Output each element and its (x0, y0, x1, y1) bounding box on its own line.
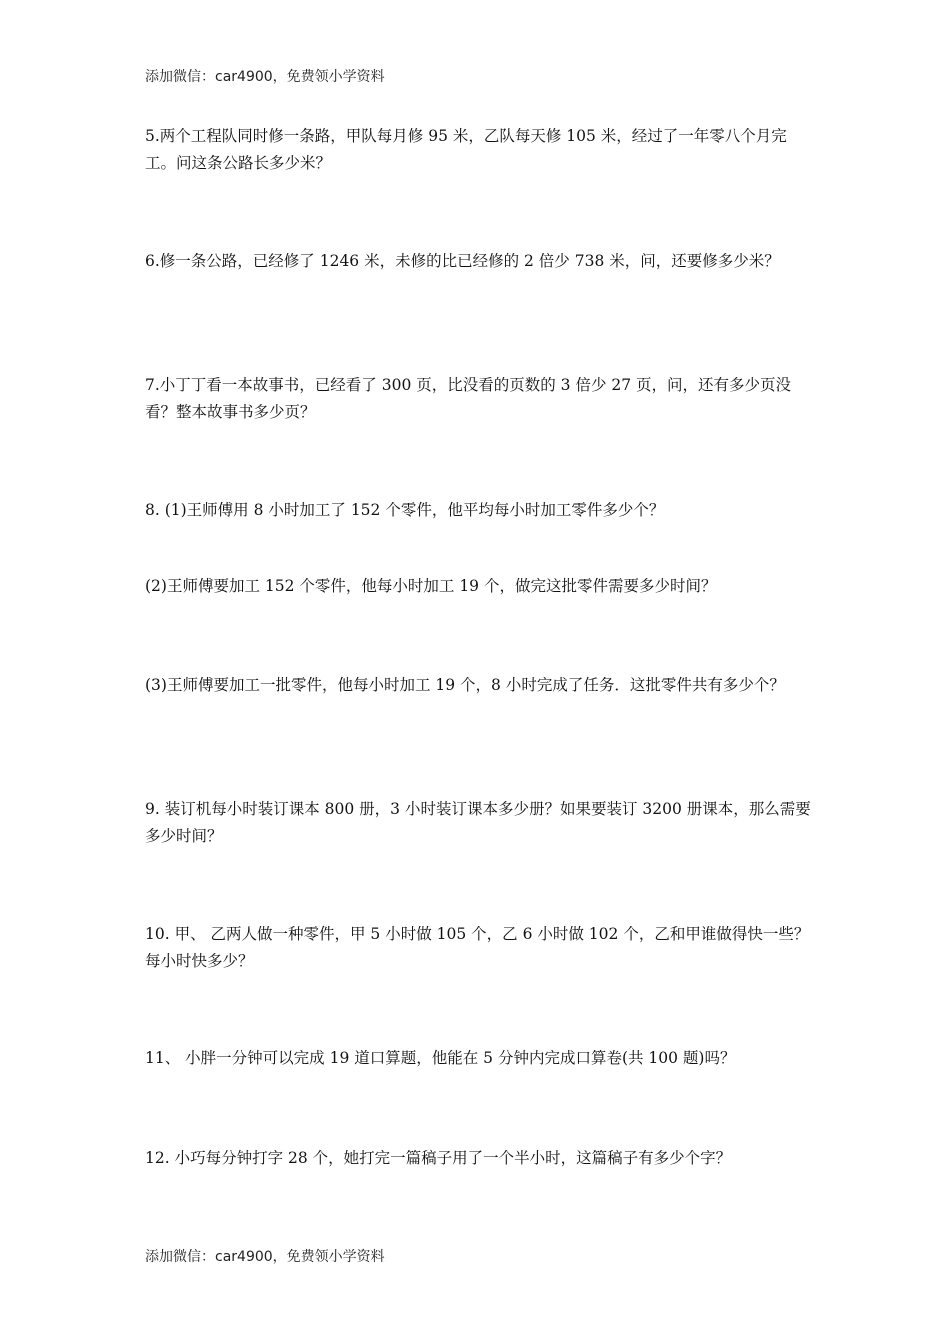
question-9: 9. 装订机每小时装订课本 800 册，3 小时装订课本多少册？如果要装订 3200 册课本，那么需要多少时间？ (145, 800, 811, 845)
question-8-part-2: (2)王师傅要加工 152 个零件，他每小时加工 19 个，做完这批零件需要多少时间？ (145, 577, 717, 595)
question-6: 6.修一条公路，已经修了 1246 米，未修的比已经修的 2 倍少 738 米，问，还要修多少米？ (145, 252, 780, 270)
question-12: 12. 小巧每分钟打字 28 个，她打完一篇稿子用了一个半小时，这篇稿子有多少个字？ (145, 1149, 732, 1167)
question-11: 11、 小胖一分钟可以完成 19 道口算题，他能在 5 分钟内完成口算卷(共 100 题)吗？ (145, 1049, 736, 1067)
question-7: 7.小丁丁看一本故事书，已经看了 300 页，比没看的页数的 3 倍少 27 页，问，还有多少页没看？整本故事书多少页？ (145, 376, 792, 421)
page-footer-watermark: 添加微信：car4900，免费领小学资料 (145, 1249, 385, 1265)
question-8-part-3: (3)王师傅要加工一批零件，他每小时加工 19 个，8 小时完成了任务．这批零件共有多少个？ (145, 676, 785, 694)
question-8-part-1: 8. (1)王师傅用 8 小时加工了 152 个零件，他平均每小时加工零件多少个？ (145, 501, 665, 519)
page-header-watermark: 添加微信：car4900，免费领小学资料 (145, 69, 385, 85)
question-5: 5.两个工程队同时修一条路，甲队每月修 95 米，乙队每天修 105 米，经过了一年零八个月完工。问这条公路长多少米？ (145, 127, 787, 172)
question-10: 10. 甲、 乙两人做一种零件，甲 5 小时做 105 个，乙 6 小时做 102 个，乙和甲谁做得快一些？每小时快多少？ (145, 925, 810, 970)
